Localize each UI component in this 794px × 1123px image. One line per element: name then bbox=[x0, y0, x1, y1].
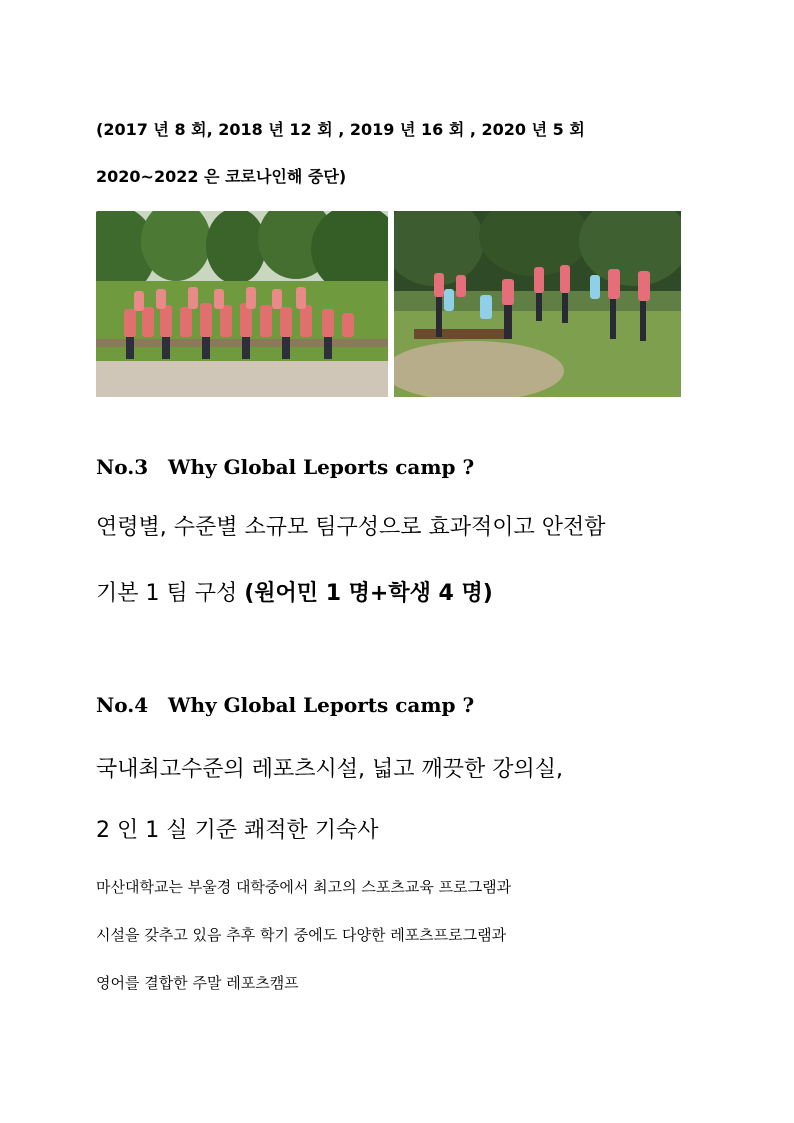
group-photo-left bbox=[96, 211, 388, 397]
section-4-desc-1: 마산대학교는 부울경 대학중에서 최고의 스포츠교육 프로그램과 bbox=[96, 878, 512, 896]
team-composition-label: 기본 1 팀 구성 bbox=[96, 581, 245, 606]
section-4-desc-3: 영어를 결합한 주말 레포츠캠프 bbox=[96, 974, 299, 992]
stats-line-2: 2020~2022 은 코로나인해 중단) bbox=[96, 167, 347, 186]
section-3-heading bbox=[96, 455, 474, 479]
section-3-number: No.3 bbox=[96, 455, 149, 479]
section-3-line-2 bbox=[96, 576, 493, 607]
section-4-desc-2: 시설을 갖추고 있음 추후 학기 중에도 다양한 레포츠프로그램과 bbox=[96, 926, 507, 944]
section-4-line-1: 국내최고수준의 레포츠시설, 넓고 깨끗한 강의실, bbox=[96, 757, 564, 782]
section-4-number: No.4 bbox=[96, 693, 149, 717]
team-composition-detail: (원어민 1 명+학생 4 명) bbox=[244, 581, 493, 606]
section-4-line-2: 2 인 1 실 기준 쾌적한 기숙사 bbox=[96, 818, 379, 843]
stats-line-1: (2017 년 8 회, 2018 년 12 회 , 2019 년 16 회 , 2020 년 5 회 bbox=[96, 120, 585, 139]
section-3-title: Why Global Leports camp ? bbox=[168, 455, 475, 479]
section-4-title: Why Global Leports camp ? bbox=[168, 693, 475, 717]
section-4-heading bbox=[96, 693, 474, 717]
group-photo-right bbox=[394, 211, 681, 397]
section-3-line-1: 연령별, 수준별 소규모 팀구성으로 효과적이고 안전함 bbox=[96, 515, 606, 540]
